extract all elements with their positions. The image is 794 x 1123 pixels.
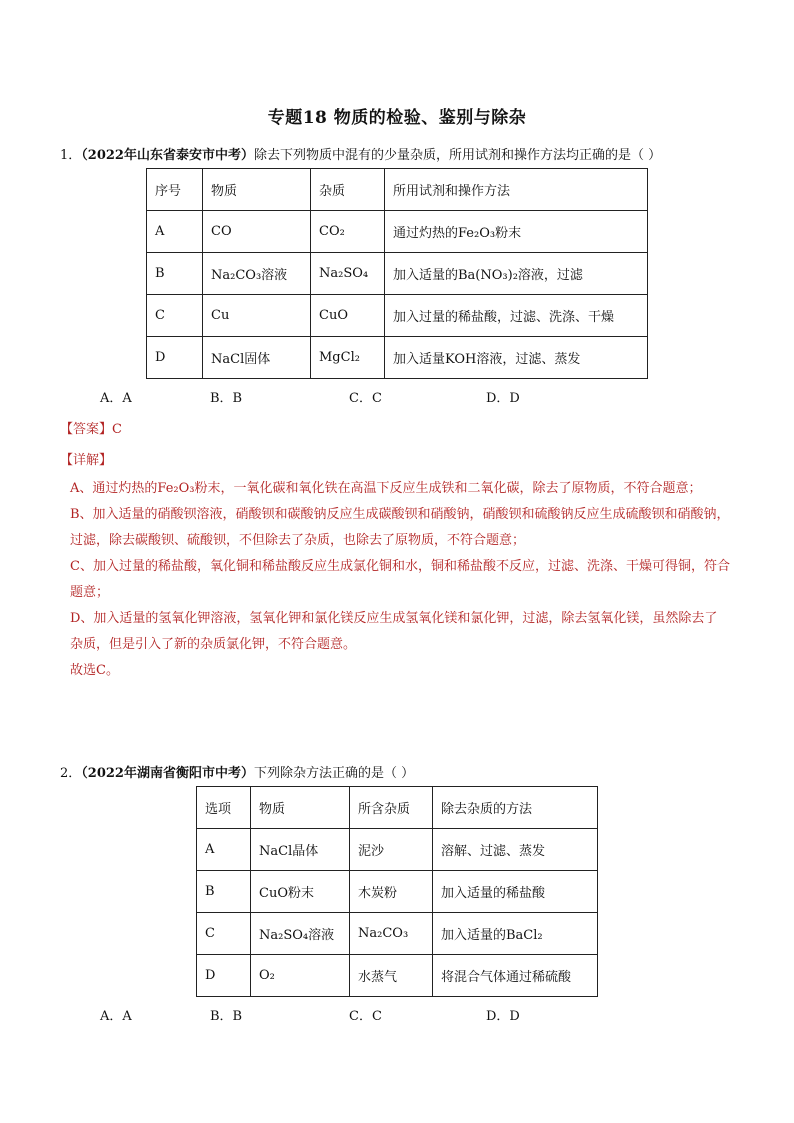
table-cell: CO bbox=[203, 211, 311, 253]
table-cell: A bbox=[147, 211, 203, 253]
explanation bbox=[70, 476, 730, 684]
question-text: 除去下列物质中混有的少量杂质，所用试剂和操作方法均正确的是（ ） bbox=[253, 148, 662, 163]
explanation-paragraph: B、加入适量的硝酸钡溶液，硝酸钡和碳酸钠反应生成碳酸钡和硝酸钠，硝酸钡和硫酸钠反应生成硫酸钡和硝酸钠，过滤，除去碳酸钡、硫酸钡，不但除去了杂质，也除去了原物质，不符合题意； bbox=[70, 507, 730, 548]
table-row bbox=[197, 955, 598, 997]
table-row bbox=[197, 829, 598, 871]
option-d: D．D bbox=[486, 391, 520, 406]
table-header-cell: 选项 bbox=[197, 787, 251, 829]
table-row bbox=[147, 337, 648, 379]
table-header-cell: 序号 bbox=[147, 169, 203, 211]
table-header-cell: 除去杂质的方法 bbox=[433, 787, 598, 829]
table-header-cell: 所用试剂和操作方法 bbox=[385, 169, 648, 211]
table-header-row bbox=[147, 169, 648, 211]
table-header-cell: 所含杂质 bbox=[350, 787, 433, 829]
question-source: （2022年湖南省衡阳市中考） bbox=[81, 766, 254, 781]
table-cell: Na₂CO₃ bbox=[350, 913, 433, 955]
table-cell: A bbox=[197, 829, 251, 871]
explanation-paragraph: C、加入过量的稀盐酸，氧化铜和稀盐酸反应生成氯化铜和水，铜和稀盐酸不反应，过滤、洗涤、干燥可得铜，符合题意； bbox=[70, 559, 730, 600]
table-cell: D bbox=[147, 337, 203, 379]
table-row bbox=[147, 211, 648, 253]
option-a: A．A bbox=[100, 1009, 132, 1024]
table-cell: 将混合气体通过稀硫酸 bbox=[433, 955, 598, 997]
explanation-paragraph: 故选C。 bbox=[70, 663, 119, 678]
table-cell: CuO bbox=[311, 295, 385, 337]
table-row bbox=[197, 871, 598, 913]
question-number: 1． bbox=[60, 148, 82, 163]
explanation-paragraph: D、加入适量的氢氧化钾溶液，氢氧化钾和氯化镁反应生成氢氧化镁和氯化钾，过滤，除去氢氧化镁，虽然除去了杂质，但是引入了新的杂质氯化钾，不符合题意。 bbox=[70, 611, 718, 652]
question-number: 2． bbox=[60, 766, 82, 781]
table-header-cell: 杂质 bbox=[311, 169, 385, 211]
table-header-cell: 物质 bbox=[203, 169, 311, 211]
question-2-table bbox=[196, 786, 598, 997]
table-cell: 溶解、过滤、蒸发 bbox=[433, 829, 598, 871]
table-cell: Na₂SO₄ bbox=[311, 253, 385, 295]
table-cell: C bbox=[197, 913, 251, 955]
question-text: 下列除杂方法正确的是（ ） bbox=[253, 766, 415, 781]
table-cell: D bbox=[197, 955, 251, 997]
table-cell: 泥沙 bbox=[350, 829, 433, 871]
option-b: B．B bbox=[210, 1009, 243, 1024]
detail-label: 【详解】 bbox=[60, 453, 113, 468]
table-cell: Na₂SO₄溶液 bbox=[251, 913, 350, 955]
table-row bbox=[197, 913, 598, 955]
table-cell: 水蒸气 bbox=[350, 955, 433, 997]
table-cell: CuO粉末 bbox=[251, 871, 350, 913]
option-c: C．C bbox=[349, 391, 382, 406]
answer-label: 【答案】C bbox=[60, 422, 122, 437]
table-cell: MgCl₂ bbox=[311, 337, 385, 379]
table-header-row bbox=[197, 787, 598, 829]
question-source: （2022年山东省泰安市中考） bbox=[81, 148, 254, 163]
table-cell: CO₂ bbox=[311, 211, 385, 253]
table-cell: 加入适量的Ba(NO₃)₂溶液，过滤 bbox=[385, 253, 648, 295]
page-title: 专题18 物质的检验、鉴别与除杂 bbox=[267, 108, 527, 128]
table-cell: 加入过量的稀盐酸，过滤、洗涤、干燥 bbox=[385, 295, 648, 337]
option-c: C．C bbox=[349, 1009, 382, 1024]
option-d: D．D bbox=[486, 1009, 520, 1024]
table-header-cell: 物质 bbox=[251, 787, 350, 829]
table-cell: 通过灼热的Fe₂O₃粉末 bbox=[385, 211, 648, 253]
explanation-paragraph: A、通过灼热的Fe₂O₃粉末，一氧化碳和氧化铁在高温下反应生成铁和二氧化碳，除去了原物质，不符合题意； bbox=[70, 481, 702, 496]
table-cell: 木炭粉 bbox=[350, 871, 433, 913]
table-cell: O₂ bbox=[251, 955, 350, 997]
table-cell: 加入适量KOH溶液，过滤、蒸发 bbox=[385, 337, 648, 379]
table-cell: Na₂CO₃溶液 bbox=[203, 253, 311, 295]
question-2-stem bbox=[60, 762, 414, 781]
table-cell: C bbox=[147, 295, 203, 337]
table-cell: NaCl固体 bbox=[203, 337, 311, 379]
table-cell: B bbox=[197, 871, 251, 913]
table-cell: 加入适量的稀盐酸 bbox=[433, 871, 598, 913]
table-row bbox=[147, 295, 648, 337]
question-1-table bbox=[146, 168, 648, 379]
table-cell: Cu bbox=[203, 295, 311, 337]
question-1-stem bbox=[60, 144, 661, 163]
table-cell: 加入适量的BaCl₂ bbox=[433, 913, 598, 955]
table-row bbox=[147, 253, 648, 295]
option-a: A．A bbox=[100, 391, 132, 406]
table-cell: B bbox=[147, 253, 203, 295]
option-b: B．B bbox=[210, 391, 243, 406]
table-cell: NaCl晶体 bbox=[251, 829, 350, 871]
